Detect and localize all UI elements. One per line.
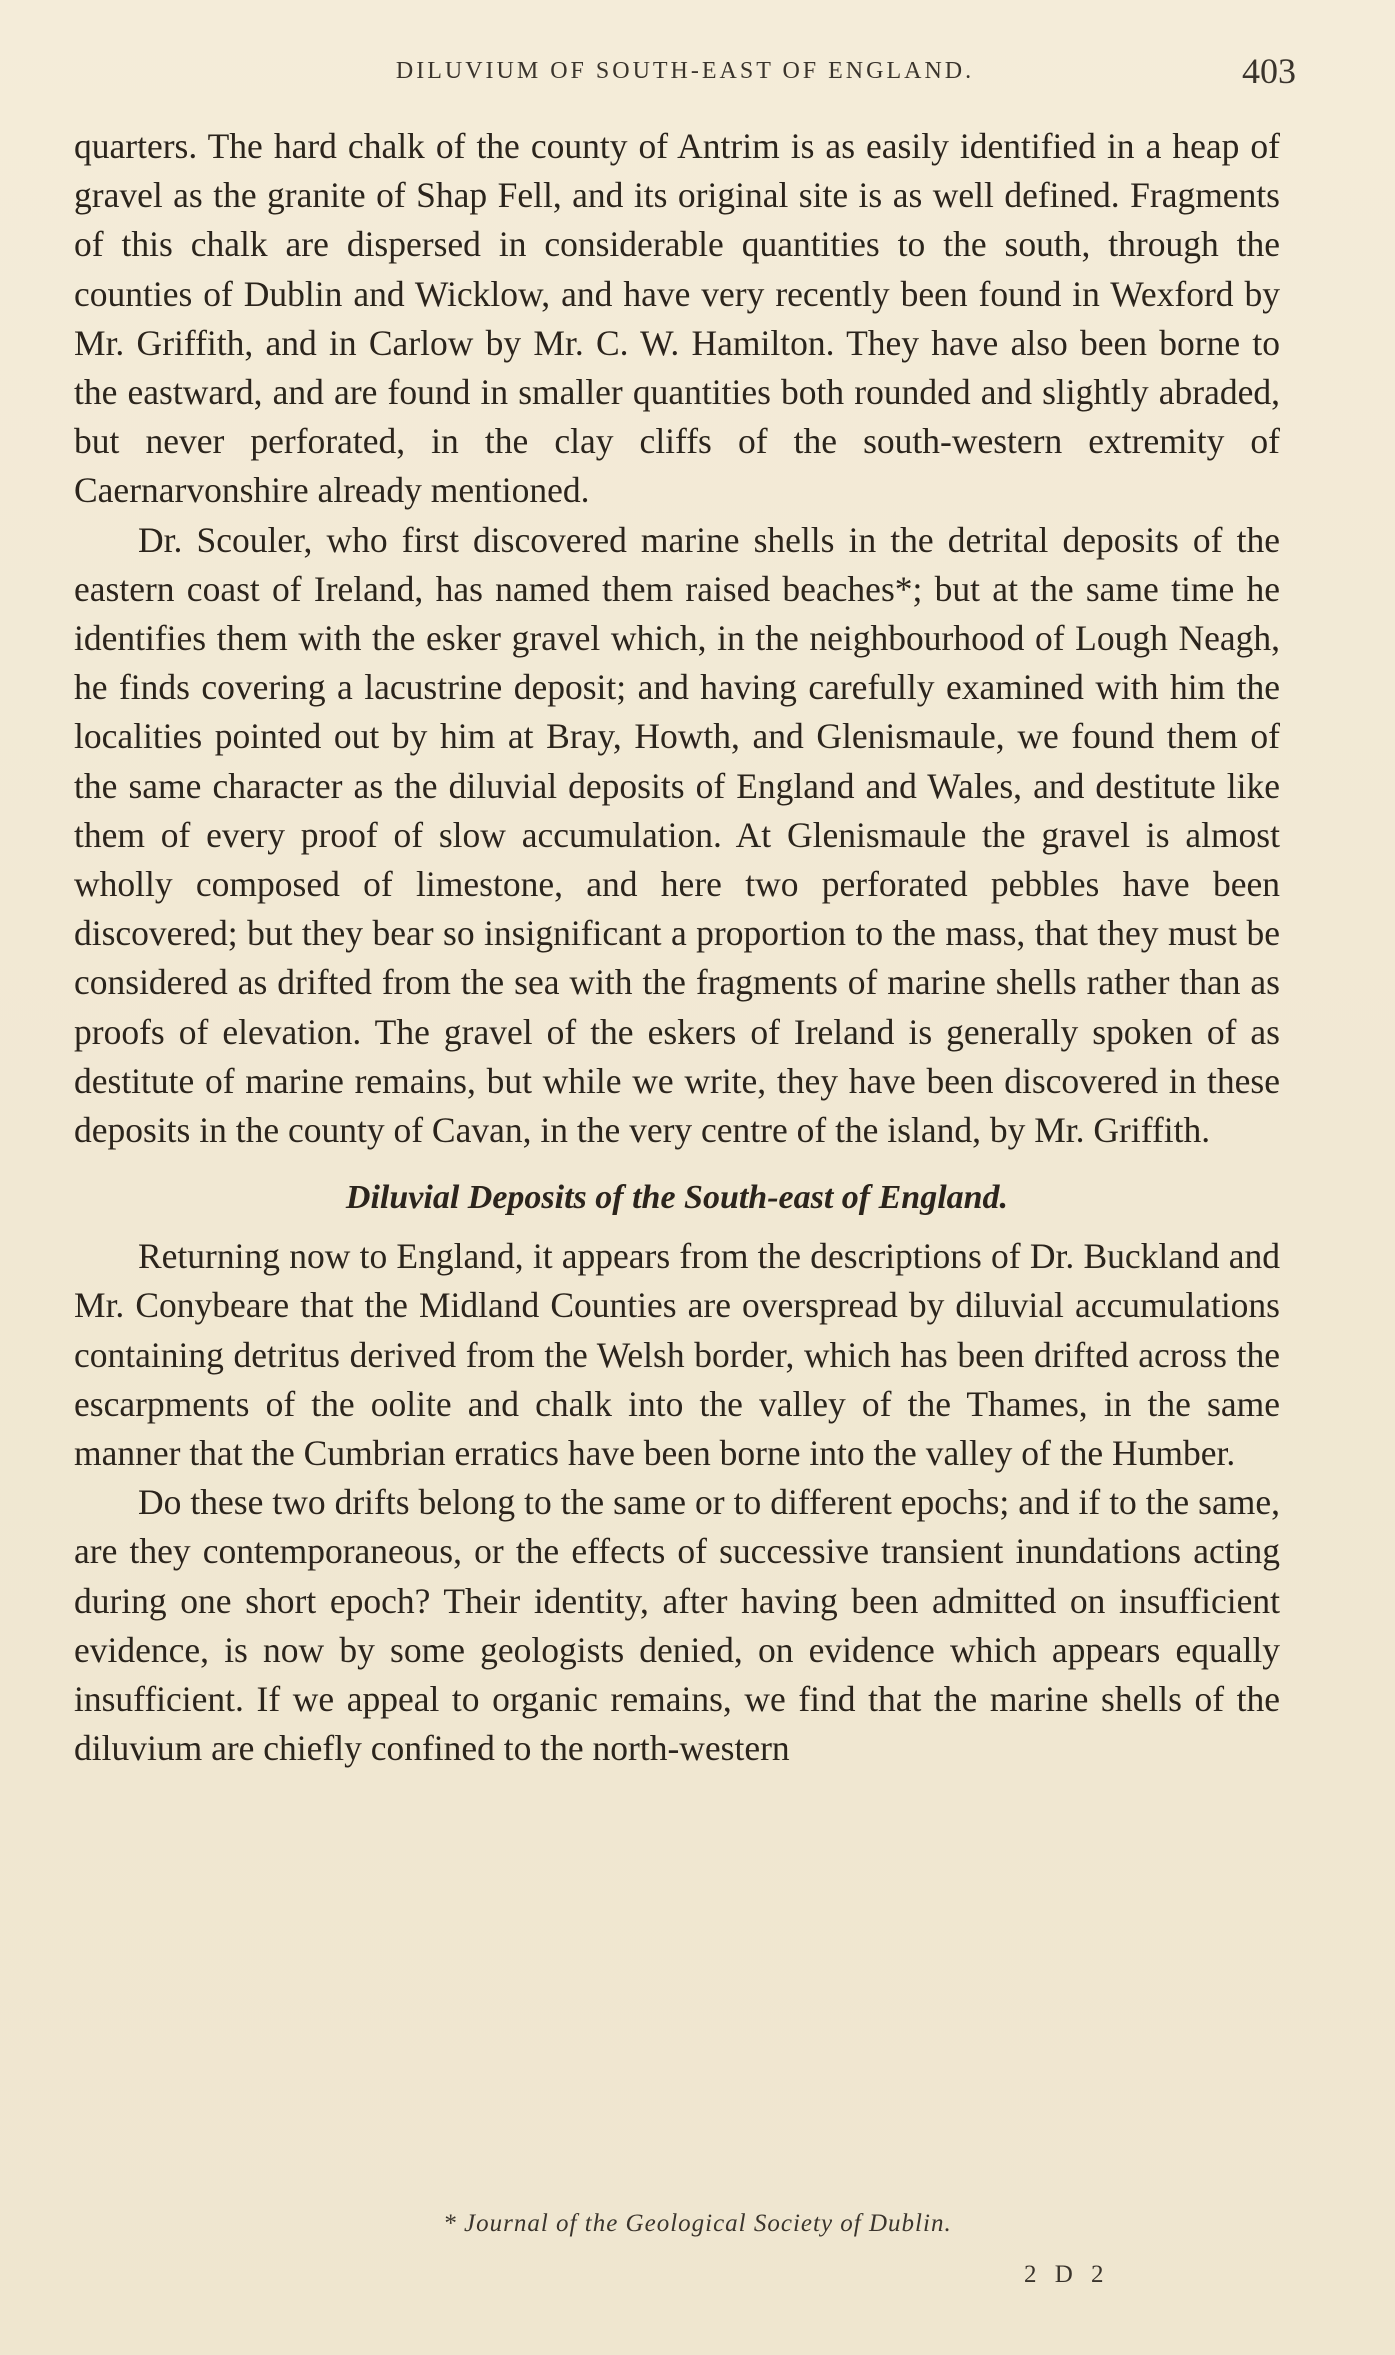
signature-mark: 2 D 2 xyxy=(1024,2261,1110,2288)
paragraph-two-drifts: Do these two drifts belong to the same or to different epochs; and if to the same, are they contemporaneous, or the effects of successive transient inundations acting during one short epoch? Their identity, after having been admitted on insufficient evidence, is now by some geologists denied, on evidence which appears equally insufficient. If we appeal to organic remains, we find that the marine shells of the diluvium are chiefly confined to the north-western xyxy=(74,1482,1280,1769)
running-title: DILUVIUM OF SOUTH-EAST OF ENGLAND. xyxy=(395,58,975,84)
paragraph-dr-scouler: Dr. Scouler, who first discovered marine shells in the detrital deposits of the eastern coast of Ireland, has named them raised beaches*; but at the same time he identifies them with the esker gravel which, in the neighbourhood of Lough Neagh, he finds covering a lacustrine deposit; and having carefully examined with him the localities pointed out by him at Bray, Howth, and Glenismaule, we found them of the same character as the diluvial deposits of England and Wales, and destitute like them of every proof of slow accumulation. At Glenismaule the gravel is almost wholly composed of limestone, and here two perforated pebbles have been discovered; but they bear so insignificant a proportion to the mass, that they must be considered as drifted from the sea with the fragments of marine shells rather than as proofs of elevation. The gravel of the eskers of Ireland is generally spoken of as destitute of marine remains, but while we write, they have been discovered in these deposits in the county of Cavan, in the very centre of the island, by Mr. Griffith. xyxy=(74,519,1280,1151)
paragraph-antrim-chalk: quarters. The hard chalk of the county of Antrim is as easily identified in a heap of gravel as the granite of Shap Fell, and its original site is as well defined. Fragments of this chalk are dispersed in considerable quantities to the south, through the counties of Dublin and Wicklow, and have very recently been found in Wexford by Mr. Griffith, and in Carlow by Mr. C. W. Hamilton. They have also been borne to the eastward, and are found in smaller quantities both rounded and slightly abraded, but never perforated, in the clay cliffs of the south-western extremity of Caernarvonshire already mentioned. xyxy=(74,126,1280,511)
paragraph-returning-to-england: Returning now to England, it appears from the descriptions of Dr. Buckland and Mr. Conybeare that the Midland Counties are overspread by diluvial accumulations containing detritus derived from the Welsh border, which has been drifted across the escarpments of the oolite and chalk into the valley of the Thames, in the same manner that the Cumbrian erratics have been borne into the valley of the Humber. xyxy=(74,1236,1280,1474)
footnote: * Journal of the Geological Society of Dublin. xyxy=(443,2210,952,2237)
page-number: 403 xyxy=(1242,51,1296,91)
section-heading: Diluvial Deposits of the South-east of England. xyxy=(345,1179,1009,1217)
body-text xyxy=(74,122,1280,1774)
running-head xyxy=(74,50,1296,90)
